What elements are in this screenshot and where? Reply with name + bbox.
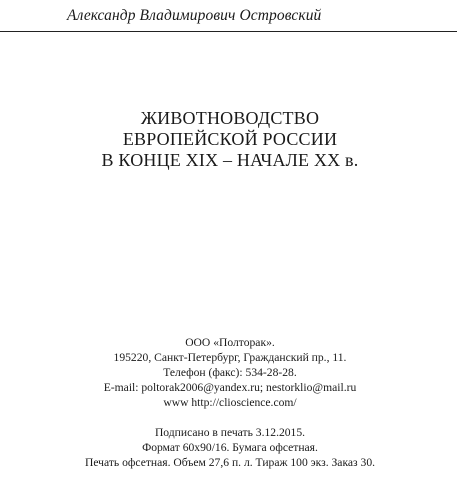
header-divider — [0, 31, 457, 32]
title-line-3: В КОНЦЕ XIX – НАЧАЛЕ XX в. — [101, 150, 359, 170]
publisher-email: E-mail: poltorak2006@yandex.ru; nestorklio@mail.ru — [103, 381, 357, 394]
paper-format: Формат 60x90/16. Бумага офсетная. — [142, 441, 318, 454]
publisher-address: 195220, Санкт-Петербург, Гражданский пр., 11. — [113, 351, 347, 364]
publisher-phone: Телефон (факс): 534-28-28. — [163, 366, 297, 379]
title-line-2: ЕВРОПЕЙСКОЙ РОССИИ — [122, 129, 338, 149]
signed-for-print: Подписано в печать 3.12.2015. — [154, 426, 306, 439]
publisher-website: www http://clioscience.com/ — [163, 396, 297, 409]
book-title — [0, 108, 460, 171]
publisher-name: ООО «Полторак». — [185, 336, 275, 349]
author-name: Александр Владимирович Островский — [67, 7, 322, 24]
print-info-block — [0, 425, 460, 470]
print-details: Печать офсетная. Объем 27,6 п. л. Тираж 100 экз. Заказ 30. — [84, 456, 376, 469]
publisher-block — [0, 335, 460, 410]
title-line-1: ЖИВОТНОВОДСТВО — [140, 108, 320, 128]
